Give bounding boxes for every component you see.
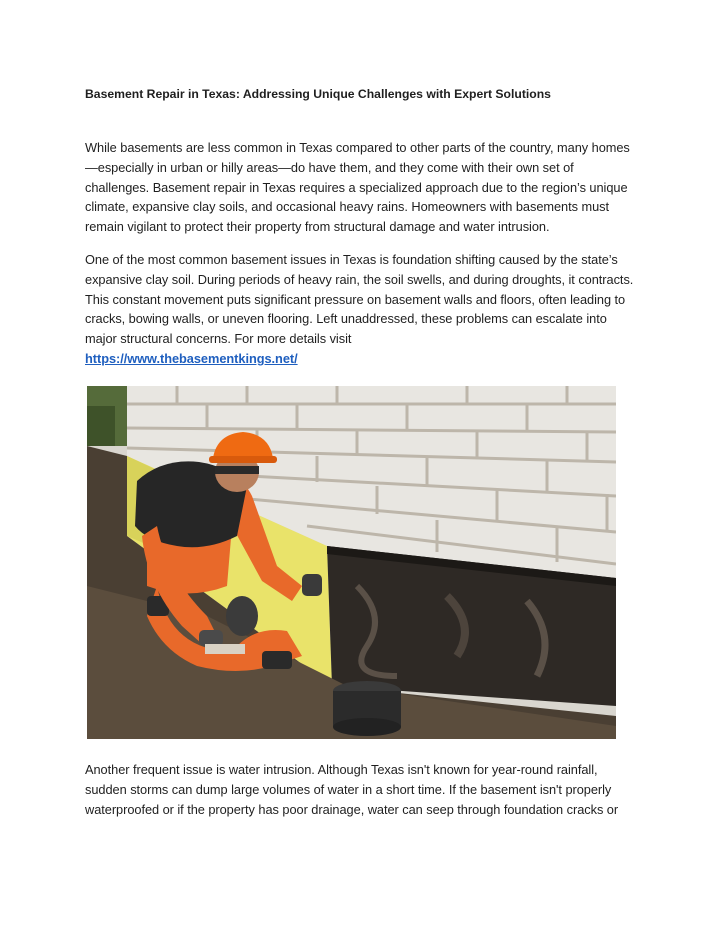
document-title: Basement Repair in Texas: Addressing Unique Challenges with Expert Solutions — [85, 87, 551, 101]
paragraph-intro: While basements are less common in Texas compared to other parts of the country, many homes—especially in urban or hilly areas—do have them, and they come with their own set of challenges. Basement repair in Texas requires a specialized approach due to the region’s unique climate, expansive clay soils, and occasional heavy rains. Homeowners with basements must remain vigilant to protect their property from structural damage and water intrusion. — [85, 140, 630, 235]
paragraph-foundation-shifting — [85, 250, 637, 369]
paragraph-water-intrusion: Another frequent issue is water intrusion. Although Texas isn't known for year-round rainfall, sudden storms can dump large volumes of water in a short time. If the basement isn't properly waterproofed or if the property has poor drainage, water can seep through foundation cracks or — [85, 762, 619, 817]
basement-waterproofing-photo — [87, 386, 616, 739]
paragraph-foundation-text: One of the most common basement issues in Texas is foundation shifting caused by the state’s expansive clay soil. During periods of heavy rain, the soil swells, and during droughts, it contracts. This constant movement puts significant pressure on basement walls and floors, often leading to cracks, bowing walls, or uneven flooring. Left unaddressed, these problems can escalate into major structural concerns. For more details visit — [85, 252, 634, 347]
basement-kings-link[interactable]: https://www.thebasementkings.net/ — [85, 350, 298, 366]
